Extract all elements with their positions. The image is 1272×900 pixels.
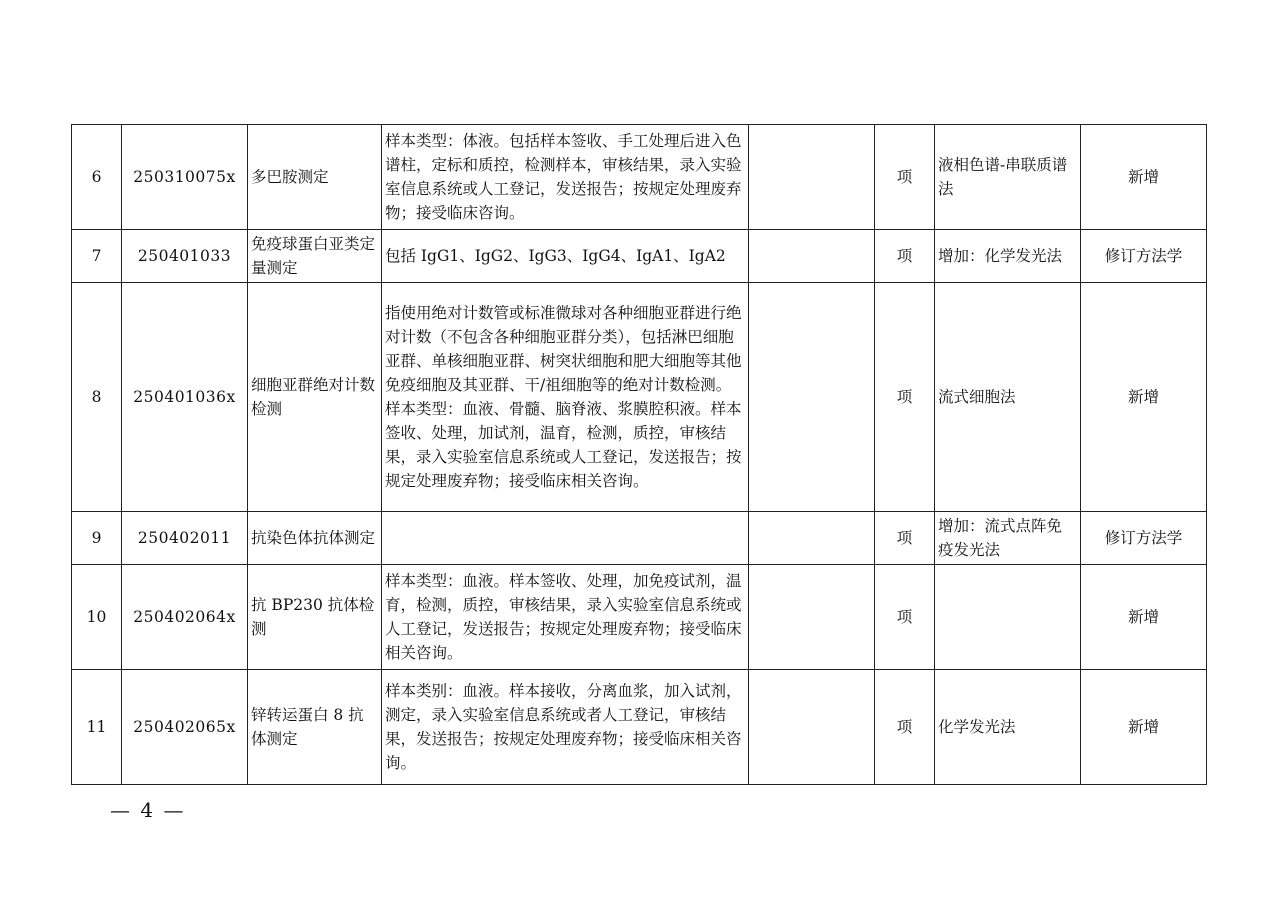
page-number: — 4 — xyxy=(110,798,186,822)
item-unit: 项 xyxy=(875,230,935,283)
item-method: 液相色谱-串联质谱法 xyxy=(935,125,1081,230)
table-row xyxy=(72,512,1207,565)
item-note: 新增 xyxy=(1081,125,1207,230)
price-item-table xyxy=(71,124,1207,785)
item-code: 250402064x xyxy=(122,565,248,670)
item-method xyxy=(935,565,1081,670)
item-method: 流式细胞法 xyxy=(935,283,1081,512)
item-content: 样本类别：血液。样本接收，分离血浆，加入试剂，测定，录入实验室信息系统或者人工登记，审核结果，发送报告；按规定处理废弃物；接受临床相关咨询。 xyxy=(382,670,749,785)
item-name: 抗染色体抗体测定 xyxy=(248,512,382,565)
item-exclusion xyxy=(749,565,875,670)
row-number: 10 xyxy=(72,565,122,670)
table-row xyxy=(72,565,1207,670)
item-exclusion xyxy=(749,125,875,230)
item-method: 增加：流式点阵免疫发光法 xyxy=(935,512,1081,565)
row-number: 7 xyxy=(72,230,122,283)
table-row xyxy=(72,125,1207,230)
item-content: 指使用绝对计数管或标准微球对各种细胞亚群进行绝对计数（不包含各种细胞亚群分类），包括淋巴细胞亚群、单核细胞亚群、树突状细胞和肥大细胞等其他免疫细胞及其亚群、干/祖细胞等的绝对计数检测。样本类型：血液、骨髓、脑脊液、浆膜腔积液。样本签收、处理，加试剂，温育，检测，质控，审核结果，录入实验室信息系统或人工登记，发送报告；按规定处理废弃物；接受临床相关咨询。 xyxy=(382,283,749,512)
item-content xyxy=(382,512,749,565)
item-unit: 项 xyxy=(875,512,935,565)
item-name: 锌转运蛋白 8 抗体测定 xyxy=(248,670,382,785)
item-unit: 项 xyxy=(875,125,935,230)
row-number: 6 xyxy=(72,125,122,230)
item-code: 250401036x xyxy=(122,283,248,512)
item-name: 细胞亚群绝对计数检测 xyxy=(248,283,382,512)
item-unit: 项 xyxy=(875,565,935,670)
item-name: 抗 BP230 抗体检测 xyxy=(248,565,382,670)
item-code: 250402065x xyxy=(122,670,248,785)
item-content: 样本类型：体液。包括样本签收、手工处理后进入色谱柱，定标和质控，检测样本，审核结果，录入实验室信息系统或人工登记，发送报告；按规定处理废弃物；接受临床咨询。 xyxy=(382,125,749,230)
item-unit: 项 xyxy=(875,283,935,512)
table-row xyxy=(72,670,1207,785)
table-row xyxy=(72,230,1207,283)
item-note: 修订方法学 xyxy=(1081,512,1207,565)
item-unit: 项 xyxy=(875,670,935,785)
item-exclusion xyxy=(749,512,875,565)
item-name: 免疫球蛋白亚类定量测定 xyxy=(248,230,382,283)
item-content: 包括 IgG1、IgG2、IgG3、IgG4、IgA1、IgA2 xyxy=(382,230,749,283)
item-content: 样本类型：血液。样本签收、处理，加免疫试剂，温育，检测，质控，审核结果，录入实验室信息系统或人工登记，发送报告；按规定处理废弃物；接受临床相关咨询。 xyxy=(382,565,749,670)
item-method: 增加：化学发光法 xyxy=(935,230,1081,283)
item-note: 新增 xyxy=(1081,670,1207,785)
row-number: 9 xyxy=(72,512,122,565)
item-note: 修订方法学 xyxy=(1081,230,1207,283)
item-code: 250310075x xyxy=(122,125,248,230)
item-note: 新增 xyxy=(1081,565,1207,670)
table-row xyxy=(72,283,1207,512)
item-exclusion xyxy=(749,230,875,283)
item-exclusion xyxy=(749,283,875,512)
item-exclusion xyxy=(749,670,875,785)
item-name: 多巴胺测定 xyxy=(248,125,382,230)
item-note: 新增 xyxy=(1081,283,1207,512)
item-code: 250402011 xyxy=(122,512,248,565)
item-code: 250401033 xyxy=(122,230,248,283)
row-number: 8 xyxy=(72,283,122,512)
row-number: 11 xyxy=(72,670,122,785)
item-method: 化学发光法 xyxy=(935,670,1081,785)
